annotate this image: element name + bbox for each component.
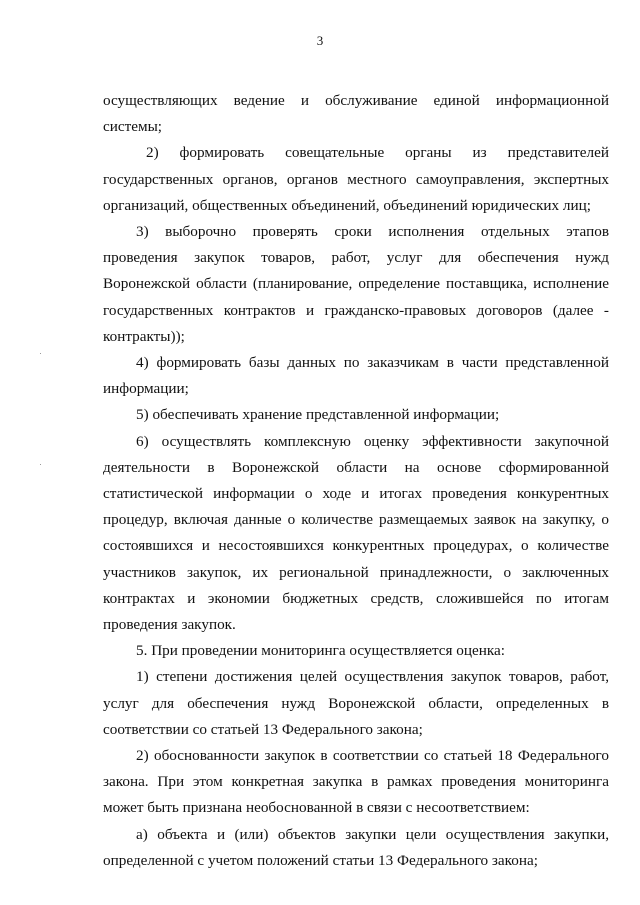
paragraph: а) объекта и (или) объектов закупки цели осуществления закупки, определенной с учетом положений статьи 13 Федерального закона; — [103, 825, 609, 869]
paragraph: осуществляющих ведение и обслуживание единой информационной системы; — [103, 92, 609, 136]
paragraph: 6) осуществлять комплексную оценку эффективности закупочной деятельности в Воронежской области на основе сформированной статистической информации о ходе и итогах проведения конкурентных процедур, включая данные о количестве размещаемых заявок на закупку, о состоявшихся и несостоявшихся конкурентных процедурах, о количестве участников закупок, их региональной принадлежности, о заключенных контрактах и экономии бюджетных средств, сложившейся по итогам проведения закупок. — [103, 432, 609, 634]
paragraph: 5) обеспечивать хранение представленной информации; — [136, 406, 500, 424]
paragraph: 3) выборочно проверять сроки исполнения отдельных этапов проведения закупок товаров, работ, услуг для обеспечения нужд Воронежской области (планирование, определение поставщика, исполнение государственных контрактов и гражданско-правовых договоров (далее - контракты)); — [103, 223, 609, 345]
document-body — [103, 88, 609, 874]
page-number: 3 — [316, 33, 324, 48]
paragraph: 2) формировать совещательные органы из представителей государственных органов, органов местного самоуправления, экспертных организаций, общественных объединений, объединений юридических лиц; — [103, 144, 609, 214]
paragraph: 2) обоснованности закупок в соответствии со статьей 18 Федерального закона. При этом конкретная закупка в рамках проведения мониторинга может быть признана необоснованной в связи с несоответствием: — [103, 747, 609, 817]
paragraph: 1) степени достижения целей осуществления закупок товаров, работ, услуг для обеспечения нужд Воронежской области, определенных в соответствии со статьей 13 Федерального закона; — [103, 668, 609, 738]
scan-mark — [40, 464, 41, 465]
scan-mark — [40, 353, 41, 354]
paragraph: 5. При проведении мониторинга осуществляется оценка: — [136, 642, 505, 660]
paragraph: 4) формировать базы данных по заказчикам в части представленной информации; — [103, 354, 609, 398]
